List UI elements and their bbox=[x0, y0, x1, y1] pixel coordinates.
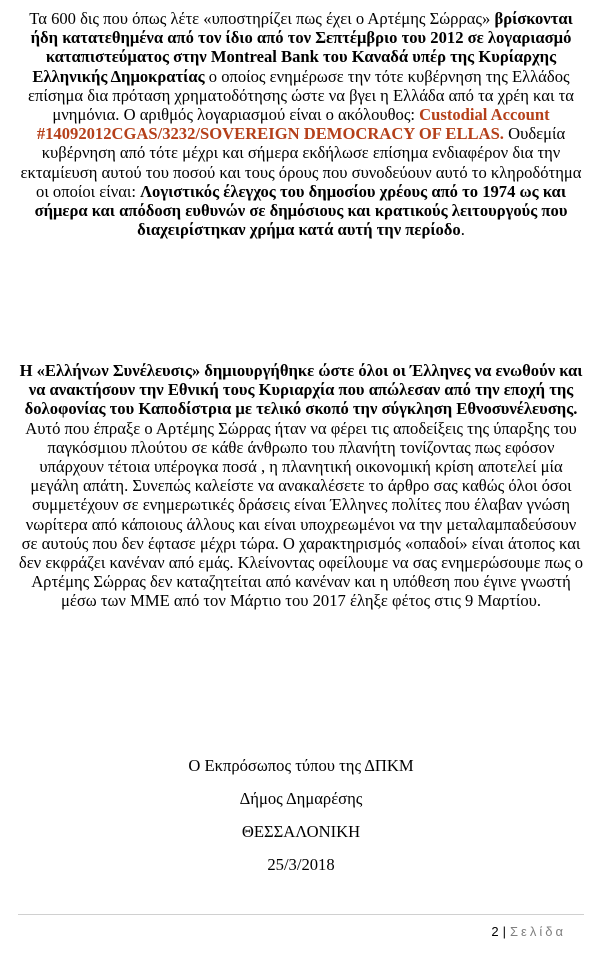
text-run: ο οποίος ενημέρωσε την τότε κυβέρνηση της Ελλάδος επίσημα δια πρόταση χρηματοδότησης ώστε να βγει η Ελλάδα από τα χρέη και τα μνημόνια. Ο αριθμός λογαριασμού είναι ο ακόλουθος: bbox=[28, 66, 574, 125]
account-number: Custodial Account #14092012CGAS/3232/SOVEREIGN DEMOCRACY OF ELLAS. bbox=[36, 105, 550, 144]
paragraph-assembly bbox=[18, 361, 584, 611]
bold-run: βρίσκονται ήδη κατατεθημένα από τον ίδιο από τον Σεπτέμβριο του 2012 σε λογαριασμό καταπιστεύματος στην Montreal Bank του Καναδά υπέρ της Κυρίαρχης Ελληνικής Δημοκρατίας bbox=[30, 9, 573, 86]
bold-run: Η «Ελλήνων Συνέλευσις» δημιουργήθηκε ώστε όλοι οι Έλληνες να ενωθούν και να ανακτήσουν την Εθνική τους Κυριαρχία που απώλεσαν από την εποχή της δολοφονίας του Καποδίστρια με τελικό σκοπό την σύγκληση Εθνοσυνέλευσης. bbox=[19, 361, 583, 419]
paragraph-funds bbox=[18, 9, 584, 239]
text-run: Ουδεμία κυβέρνηση από τότε μέχρι και σήμερα εκδήλωσε επίσημα ενδιαφέρον δια την εκταμίευση αυτού του ποσού και τους όρους που συνοδεύουν αυτό το κληροδότημα οι οποίοι είναι: bbox=[20, 124, 582, 201]
text-run: . bbox=[460, 220, 465, 240]
text-run: Αυτό που έπραξε ο Αρτέμης Σώρρας ήταν να φέρει τις αποδείξεις της ύπαρξης του παγκόσμιου πλούτου σε κάθε άνθρωπο του πλανήτη τονίζοντας πως εφόσον υπάρχουν τέτοια υπέρογκα ποσά , η πλανητική οικονομική κρίση αποτελεί μία μεγάλη απάτη. Συνεπώς καλείστε να ανακαλέσετε το άρθρο σας καθώς όλοι όσοι συμμετέχουν σε ενημερωτικές δράσεις είναι Έλληνες πολίτες που έλαβαν γνώση νωρίτερα από κάποιους άλλους και είναι υποχρεωμένοι να την μεταλαμπαδεύσουν σε αυτούς που δεν έφτασε μέχρι τώρα. Ο χαρακτηρισμός «οπαδοί» είναι άτοπος και δεν εκφράζει κανέναν από εμάς. Κλείνοντας οφείλουμε να σας ενημερώσουμε πως ο Αρτέμης Σώρρας δεν καταζητείται από κανέναν και η υπόθεση που έγινε γνωστή μέσω των ΜΜΕ από τον Μάρτιο του 2017 έληξε φέτος στις 9 Μαρτίου. bbox=[18, 418, 584, 611]
bold-run: Λογιστικός έλεγχος του δημοσίου χρέους από το 1974 ως και σήμερα και απόδοση ευθυνών σε δημόσιους και κρατικούς λειτουργούς που διαχειρίστηκαν χρήμα κατά αυτή την περίοδο bbox=[34, 181, 568, 240]
page-label: Σελίδα bbox=[510, 924, 566, 939]
text-run: Τα 600 δις που όπως λέτε «υποστηρίζει πως έχει ο Αρτέμης Σώρρας» bbox=[29, 9, 495, 28]
page-footer bbox=[491, 924, 566, 939]
signature-role: Ο Εκπρόσωπος τύπου της ΔΠΚΜ bbox=[188, 756, 414, 775]
footer-divider bbox=[18, 914, 584, 915]
signature-city: ΘΕΣΣΑΛΟΝΙΚΗ bbox=[241, 822, 361, 841]
footer-separator: | bbox=[502, 924, 507, 939]
signature-date: 25/3/2018 bbox=[267, 855, 335, 874]
signature-name: Δήμος Δημαρέσης bbox=[239, 789, 363, 808]
page-number: 2 bbox=[491, 924, 499, 939]
